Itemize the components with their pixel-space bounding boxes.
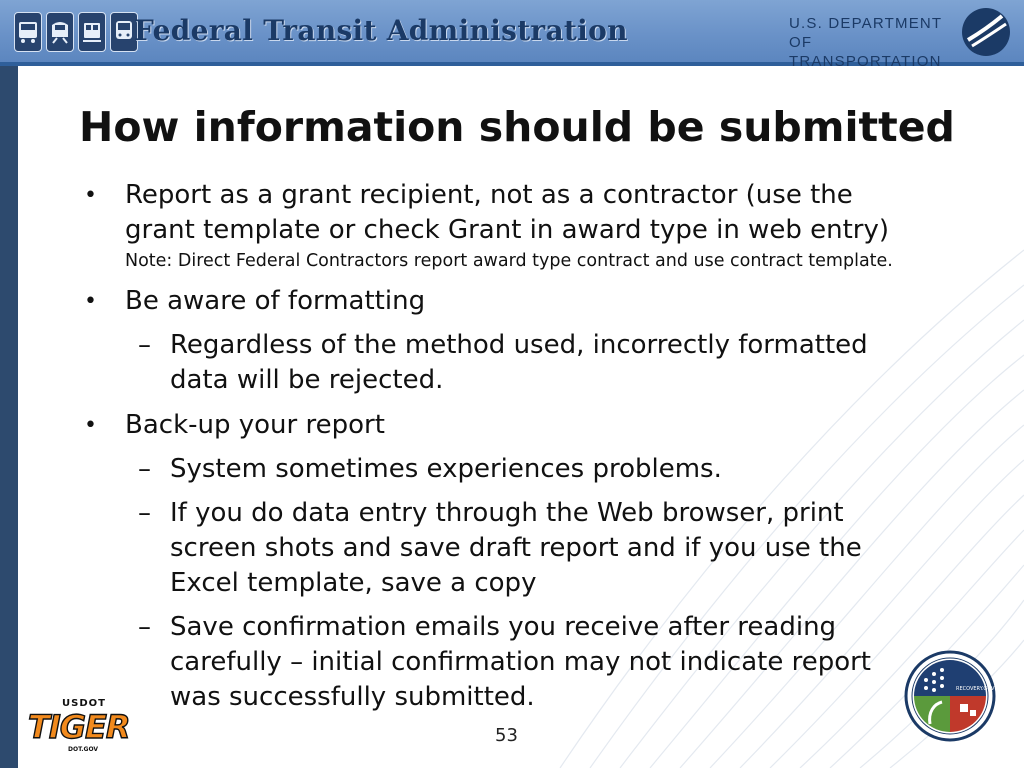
page-number: 53: [495, 725, 518, 746]
slide-title: How information should be submitted: [79, 103, 955, 151]
department-line-2: TRANSPORTATION: [789, 53, 942, 70]
rail-icon: [46, 12, 74, 52]
bullet-item: • Back-up your report: [80, 408, 920, 443]
tiger-logo-wordmark: TIGER: [28, 708, 130, 746]
sub-bullet-item: – System sometimes experiences problems.: [80, 452, 920, 487]
sub-bullet-item: – If you do data entry through the Web browser, print screen shots and save draft report and if you use the Excel template, save a copy: [80, 496, 920, 601]
tram-icon: [78, 12, 106, 52]
department-line-1: U.S. DEPARTMENT OF: [789, 15, 943, 51]
sub-bullet-item: – Save confirmation emails you receive after reading carefully – initial confirmation may not indicate report was successfully submitted.: [80, 610, 920, 715]
agency-title: Federal Transit Administration: [134, 14, 628, 47]
bullet-note: Note: Direct Federal Contractors report award type contract and use contract template.: [125, 251, 893, 271]
recovery-gov-seal-icon: [904, 650, 996, 742]
left-accent-bar: [0, 66, 18, 768]
header-band: [0, 0, 1024, 70]
bullet-item: • Report as a grant recipient, not as a contractor (use the grant template or check Grant in award type in web entry): [80, 178, 920, 248]
bus-icon: [14, 12, 42, 52]
recovery-label: RECOVERY.GOV: [956, 686, 995, 692]
dot-logo-icon: [960, 6, 1012, 58]
transit-mode-icons: [14, 12, 138, 52]
tiger-logo: [28, 696, 132, 756]
tiger-logo-bottom-text: DOT.GOV: [68, 746, 99, 753]
tiger-logo-top-text: USDOT: [62, 698, 106, 709]
sub-bullet-item: – Regardless of the method used, incorrectly formatted data will be rejected.: [80, 328, 920, 398]
slide-content: [80, 178, 920, 715]
department-name: [789, 14, 959, 71]
bullet-item: • Be aware of formatting: [80, 284, 920, 319]
